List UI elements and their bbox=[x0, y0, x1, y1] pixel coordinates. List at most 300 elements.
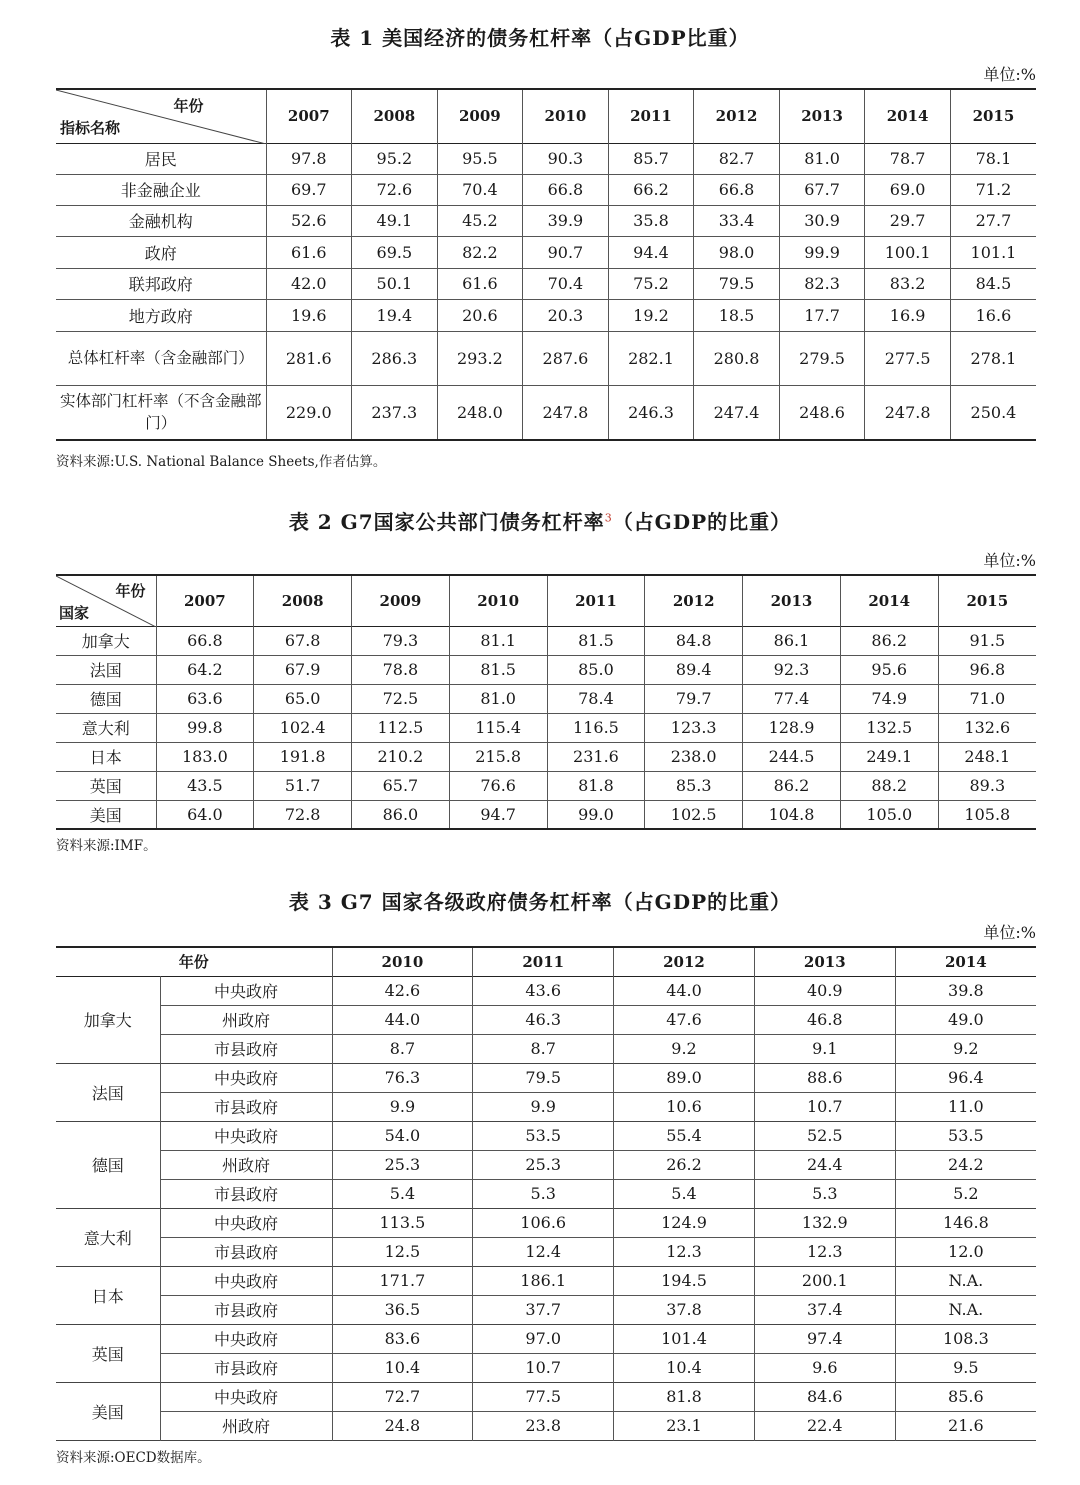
data-cell: 66.8 bbox=[523, 174, 609, 205]
data-cell: 83.6 bbox=[332, 1324, 473, 1353]
data-cell: 78.8 bbox=[352, 655, 450, 684]
country-label: 英国 bbox=[89, 777, 122, 796]
data-cell: 76.3 bbox=[332, 1063, 473, 1092]
data-cell: 96.4 bbox=[895, 1063, 1036, 1092]
data-cell: 82.3 bbox=[779, 268, 865, 299]
data-cell: 53.5 bbox=[895, 1121, 1036, 1150]
year-header: 2009 bbox=[352, 575, 450, 626]
table-row bbox=[56, 626, 1036, 655]
data-cell: 43.6 bbox=[473, 976, 614, 1005]
table3 bbox=[56, 946, 1036, 1441]
data-cell: 42.6 bbox=[332, 976, 473, 1005]
year-header: 2008 bbox=[254, 575, 352, 626]
data-cell: 23.8 bbox=[473, 1411, 614, 1440]
table-row bbox=[56, 800, 1036, 829]
data-cell: 72.6 bbox=[352, 174, 438, 205]
data-cell: 5.4 bbox=[614, 1179, 755, 1208]
data-cell: 29.7 bbox=[865, 205, 951, 236]
data-cell: 95.6 bbox=[840, 655, 938, 684]
year-header: 2013 bbox=[743, 575, 841, 626]
row-label: 联邦政府 bbox=[128, 275, 193, 294]
data-cell: 24.2 bbox=[895, 1150, 1036, 1179]
table3-title: 表 3 G7 国家各级政府债务杠杆率（占GDP的比重） bbox=[288, 890, 792, 914]
government-level-label: 市县政府 bbox=[214, 1359, 279, 1378]
data-cell: 10.4 bbox=[614, 1353, 755, 1382]
data-cell: 11.0 bbox=[895, 1092, 1036, 1121]
data-cell: 52.6 bbox=[266, 205, 352, 236]
data-cell: 72.8 bbox=[254, 800, 352, 829]
table-row bbox=[56, 655, 1036, 684]
table-row bbox=[56, 684, 1036, 713]
data-cell: 215.8 bbox=[449, 742, 547, 771]
corner-country-label: 国家 bbox=[59, 603, 90, 622]
data-cell: 89.4 bbox=[645, 655, 743, 684]
data-cell: 278.1 bbox=[950, 331, 1036, 385]
data-cell: N.A. bbox=[895, 1266, 1036, 1295]
data-cell: N.A. bbox=[895, 1295, 1036, 1324]
data-cell: 277.5 bbox=[865, 331, 951, 385]
table-row bbox=[56, 976, 1036, 1005]
data-cell: 8.7 bbox=[332, 1034, 473, 1063]
year-header: 2013 bbox=[779, 89, 865, 143]
table-row bbox=[56, 299, 1036, 331]
data-cell: 9.5 bbox=[895, 1353, 1036, 1382]
data-cell: 35.8 bbox=[608, 205, 694, 236]
data-cell: 98.0 bbox=[694, 236, 780, 268]
data-cell: 33.4 bbox=[694, 205, 780, 236]
data-cell: 250.4 bbox=[950, 385, 1036, 440]
data-cell: 86.2 bbox=[840, 626, 938, 655]
government-level-label: 中央政府 bbox=[214, 1127, 279, 1146]
data-cell: 61.6 bbox=[437, 268, 523, 299]
data-cell: 281.6 bbox=[266, 331, 352, 385]
table-row bbox=[56, 236, 1036, 268]
data-cell: 85.3 bbox=[645, 771, 743, 800]
data-cell: 65.0 bbox=[254, 684, 352, 713]
data-cell: 69.7 bbox=[266, 174, 352, 205]
data-cell: 20.3 bbox=[523, 299, 609, 331]
data-cell: 231.6 bbox=[547, 742, 645, 771]
data-cell: 51.7 bbox=[254, 771, 352, 800]
government-level-label: 中央政府 bbox=[214, 1330, 279, 1349]
data-cell: 42.0 bbox=[266, 268, 352, 299]
data-cell: 16.6 bbox=[950, 299, 1036, 331]
data-cell: 12.3 bbox=[754, 1237, 895, 1266]
data-cell: 81.0 bbox=[449, 684, 547, 713]
data-cell: 91.5 bbox=[938, 626, 1036, 655]
data-cell: 132.6 bbox=[938, 713, 1036, 742]
data-cell: 88.6 bbox=[754, 1063, 895, 1092]
table-row bbox=[56, 331, 1036, 385]
year-header: 2014 bbox=[840, 575, 938, 626]
data-cell: 25.3 bbox=[473, 1150, 614, 1179]
year-header: 2007 bbox=[156, 575, 254, 626]
government-level-label: 中央政府 bbox=[214, 1388, 279, 1407]
data-cell: 248.6 bbox=[779, 385, 865, 440]
data-cell: 12.3 bbox=[614, 1237, 755, 1266]
year-header: 2009 bbox=[437, 89, 523, 143]
data-cell: 76.6 bbox=[449, 771, 547, 800]
data-cell: 22.4 bbox=[754, 1411, 895, 1440]
data-cell: 186.1 bbox=[473, 1266, 614, 1295]
data-cell: 82.7 bbox=[694, 143, 780, 174]
data-cell: 78.7 bbox=[865, 143, 951, 174]
table-row bbox=[56, 1179, 1036, 1208]
data-cell: 78.1 bbox=[950, 143, 1036, 174]
data-cell: 5.4 bbox=[332, 1179, 473, 1208]
data-cell: 24.4 bbox=[754, 1150, 895, 1179]
year-header: 2011 bbox=[608, 89, 694, 143]
table1-unit: 单位:% bbox=[983, 65, 1036, 84]
data-cell: 40.9 bbox=[754, 976, 895, 1005]
table-row bbox=[56, 1353, 1036, 1382]
country-label: 法国 bbox=[56, 1063, 160, 1121]
corner-year-label: 年份 bbox=[115, 582, 146, 600]
row-label: 地方政府 bbox=[128, 306, 193, 326]
data-cell: 97.4 bbox=[754, 1324, 895, 1353]
data-cell: 113.5 bbox=[332, 1208, 473, 1237]
government-level-label: 市县政府 bbox=[214, 1243, 279, 1262]
data-cell: 84.8 bbox=[645, 626, 743, 655]
data-cell: 54.0 bbox=[332, 1121, 473, 1150]
data-cell: 86.1 bbox=[743, 626, 841, 655]
data-cell: 9.1 bbox=[754, 1034, 895, 1063]
government-level-label: 市县政府 bbox=[214, 1098, 279, 1117]
data-cell: 248.0 bbox=[437, 385, 523, 440]
data-cell: 69.5 bbox=[352, 236, 438, 268]
year-header: 2010 bbox=[449, 575, 547, 626]
data-cell: 101.1 bbox=[950, 236, 1036, 268]
data-cell: 90.3 bbox=[523, 143, 609, 174]
data-cell: 81.5 bbox=[547, 626, 645, 655]
year-header: 2015 bbox=[938, 575, 1036, 626]
data-cell: 24.8 bbox=[332, 1411, 473, 1440]
data-cell: 105.0 bbox=[840, 800, 938, 829]
year-header: 2012 bbox=[614, 947, 755, 976]
year-header: 2011 bbox=[547, 575, 645, 626]
data-cell: 78.4 bbox=[547, 684, 645, 713]
data-cell: 247.8 bbox=[523, 385, 609, 440]
table-row bbox=[56, 1382, 1036, 1411]
data-cell: 79.7 bbox=[645, 684, 743, 713]
data-cell: 9.9 bbox=[332, 1092, 473, 1121]
footnote-marker: 3 bbox=[604, 511, 613, 525]
table2-title bbox=[0, 506, 1080, 535]
government-level-label: 中央政府 bbox=[214, 1214, 279, 1233]
data-cell: 21.6 bbox=[895, 1411, 1036, 1440]
data-cell: 70.4 bbox=[437, 174, 523, 205]
data-cell: 128.9 bbox=[743, 713, 841, 742]
country-label: 美国 bbox=[89, 805, 122, 825]
table2-title-tail: （占GDP的比重） bbox=[612, 510, 792, 534]
year-header: 2010 bbox=[523, 89, 609, 143]
data-cell: 18.5 bbox=[694, 299, 780, 331]
year-header: 2008 bbox=[352, 89, 438, 143]
data-cell: 66.2 bbox=[608, 174, 694, 205]
data-cell: 46.8 bbox=[754, 1005, 895, 1034]
country-label: 法国 bbox=[89, 661, 122, 680]
corner-year-label: 年份 bbox=[173, 97, 204, 115]
row-label: 政府 bbox=[144, 243, 177, 263]
table-row bbox=[56, 1324, 1036, 1353]
data-cell: 90.7 bbox=[523, 236, 609, 268]
data-cell: 108.3 bbox=[895, 1324, 1036, 1353]
data-cell: 71.0 bbox=[938, 684, 1036, 713]
table3-unit: 单位:% bbox=[983, 923, 1036, 942]
table2-unit: 单位:% bbox=[983, 551, 1036, 570]
data-cell: 81.1 bbox=[449, 626, 547, 655]
data-cell: 81.8 bbox=[547, 771, 645, 800]
data-cell: 249.1 bbox=[840, 742, 938, 771]
data-cell: 287.6 bbox=[523, 331, 609, 385]
data-cell: 124.9 bbox=[614, 1208, 755, 1237]
government-level-label: 市县政府 bbox=[214, 1301, 279, 1320]
data-cell: 92.3 bbox=[743, 655, 841, 684]
data-cell: 88.2 bbox=[840, 771, 938, 800]
data-cell: 37.4 bbox=[754, 1295, 895, 1324]
data-cell: 102.4 bbox=[254, 713, 352, 742]
table-row bbox=[56, 1208, 1036, 1237]
data-cell: 36.5 bbox=[332, 1295, 473, 1324]
data-cell: 96.8 bbox=[938, 655, 1036, 684]
data-cell: 95.2 bbox=[352, 143, 438, 174]
data-cell: 64.2 bbox=[156, 655, 254, 684]
data-cell: 44.0 bbox=[332, 1005, 473, 1034]
data-cell: 10.7 bbox=[473, 1353, 614, 1382]
year-header: 2013 bbox=[754, 947, 895, 976]
data-cell: 85.6 bbox=[895, 1382, 1036, 1411]
data-cell: 191.8 bbox=[254, 742, 352, 771]
data-cell: 77.4 bbox=[743, 684, 841, 713]
data-cell: 79.5 bbox=[694, 268, 780, 299]
year-header: 2014 bbox=[865, 89, 951, 143]
table-row bbox=[56, 742, 1036, 771]
data-cell: 49.1 bbox=[352, 205, 438, 236]
data-cell: 17.7 bbox=[779, 299, 865, 331]
country-label: 加拿大 bbox=[81, 632, 130, 651]
data-cell: 43.5 bbox=[156, 771, 254, 800]
data-cell: 85.0 bbox=[547, 655, 645, 684]
data-cell: 12.4 bbox=[473, 1237, 614, 1266]
table-row bbox=[56, 1295, 1036, 1324]
table-row bbox=[56, 205, 1036, 236]
data-cell: 66.8 bbox=[694, 174, 780, 205]
table2-source: 资料来源:IMF。 bbox=[56, 838, 157, 854]
data-cell: 146.8 bbox=[895, 1208, 1036, 1237]
data-cell: 286.3 bbox=[352, 331, 438, 385]
data-cell: 89.3 bbox=[938, 771, 1036, 800]
data-cell: 83.2 bbox=[865, 268, 951, 299]
data-cell: 39.8 bbox=[895, 976, 1036, 1005]
data-cell: 46.3 bbox=[473, 1005, 614, 1034]
data-cell: 27.7 bbox=[950, 205, 1036, 236]
data-cell: 9.2 bbox=[614, 1034, 755, 1063]
data-cell: 105.8 bbox=[938, 800, 1036, 829]
year-header: 2014 bbox=[895, 947, 1036, 976]
data-cell: 23.1 bbox=[614, 1411, 755, 1440]
data-cell: 44.0 bbox=[614, 976, 755, 1005]
data-cell: 248.1 bbox=[938, 742, 1036, 771]
data-cell: 19.4 bbox=[352, 299, 438, 331]
data-cell: 183.0 bbox=[156, 742, 254, 771]
data-cell: 5.2 bbox=[895, 1179, 1036, 1208]
table1 bbox=[56, 88, 1036, 441]
data-cell: 237.3 bbox=[352, 385, 438, 440]
data-cell: 9.6 bbox=[754, 1353, 895, 1382]
table-row bbox=[56, 713, 1036, 742]
data-cell: 293.2 bbox=[437, 331, 523, 385]
data-cell: 200.1 bbox=[754, 1266, 895, 1295]
year-header: 2015 bbox=[950, 89, 1036, 143]
data-cell: 246.3 bbox=[608, 385, 694, 440]
country-label: 德国 bbox=[89, 690, 122, 709]
data-cell: 84.6 bbox=[754, 1382, 895, 1411]
data-cell: 66.8 bbox=[156, 626, 254, 655]
government-level-label: 市县政府 bbox=[214, 1185, 279, 1204]
table1-corner-cell bbox=[56, 89, 266, 143]
data-cell: 61.6 bbox=[266, 236, 352, 268]
country-label: 意大利 bbox=[81, 719, 130, 738]
data-cell: 123.3 bbox=[645, 713, 743, 742]
data-cell: 106.6 bbox=[473, 1208, 614, 1237]
table-row bbox=[56, 1034, 1036, 1063]
data-cell: 238.0 bbox=[645, 742, 743, 771]
data-cell: 8.7 bbox=[473, 1034, 614, 1063]
data-cell: 65.7 bbox=[352, 771, 450, 800]
data-cell: 244.5 bbox=[743, 742, 841, 771]
data-cell: 81.5 bbox=[449, 655, 547, 684]
year-header: 2007 bbox=[266, 89, 352, 143]
data-cell: 94.7 bbox=[449, 800, 547, 829]
data-cell: 86.2 bbox=[743, 771, 841, 800]
data-cell: 9.2 bbox=[895, 1034, 1036, 1063]
year-header: 2012 bbox=[645, 575, 743, 626]
data-cell: 100.1 bbox=[865, 236, 951, 268]
data-cell: 79.5 bbox=[473, 1063, 614, 1092]
data-cell: 52.5 bbox=[754, 1121, 895, 1150]
data-cell: 67.7 bbox=[779, 174, 865, 205]
data-cell: 89.0 bbox=[614, 1063, 755, 1092]
data-cell: 19.2 bbox=[608, 299, 694, 331]
data-cell: 50.1 bbox=[352, 268, 438, 299]
government-level-label: 中央政府 bbox=[214, 1272, 279, 1291]
data-cell: 10.7 bbox=[754, 1092, 895, 1121]
country-label: 意大利 bbox=[56, 1208, 160, 1266]
data-cell: 84.5 bbox=[950, 268, 1036, 299]
data-cell: 9.9 bbox=[473, 1092, 614, 1121]
data-cell: 20.6 bbox=[437, 299, 523, 331]
data-cell: 97.0 bbox=[473, 1324, 614, 1353]
data-cell: 63.6 bbox=[156, 684, 254, 713]
data-cell: 49.0 bbox=[895, 1005, 1036, 1034]
data-cell: 16.9 bbox=[865, 299, 951, 331]
table2 bbox=[56, 574, 1036, 830]
data-cell: 86.0 bbox=[352, 800, 450, 829]
table-row bbox=[56, 1150, 1036, 1179]
table-row bbox=[56, 1092, 1036, 1121]
data-cell: 19.6 bbox=[266, 299, 352, 331]
country-label: 德国 bbox=[56, 1121, 160, 1208]
data-cell: 5.3 bbox=[473, 1179, 614, 1208]
table2-corner-cell bbox=[56, 575, 156, 626]
data-cell: 53.5 bbox=[473, 1121, 614, 1150]
data-cell: 99.9 bbox=[779, 236, 865, 268]
country-label: 加拿大 bbox=[56, 976, 160, 1063]
row-label: 非金融企业 bbox=[120, 181, 201, 200]
table-row bbox=[56, 143, 1036, 174]
table-row bbox=[56, 1121, 1036, 1150]
government-level-label: 州政府 bbox=[222, 1156, 271, 1175]
data-cell: 132.5 bbox=[840, 713, 938, 742]
table-row bbox=[56, 174, 1036, 205]
data-cell: 30.9 bbox=[779, 205, 865, 236]
table3-corner-cell: 年份 bbox=[178, 953, 209, 972]
country-label: 日本 bbox=[56, 1266, 160, 1324]
government-level-label: 州政府 bbox=[222, 1417, 271, 1436]
data-cell: 132.9 bbox=[754, 1208, 895, 1237]
table-row bbox=[56, 771, 1036, 800]
table-row bbox=[56, 268, 1036, 299]
data-cell: 85.7 bbox=[608, 143, 694, 174]
data-cell: 72.5 bbox=[352, 684, 450, 713]
government-level-label: 市县政府 bbox=[214, 1040, 279, 1059]
government-level-label: 中央政府 bbox=[214, 1069, 279, 1088]
data-cell: 194.5 bbox=[614, 1266, 755, 1295]
data-cell: 25.3 bbox=[332, 1150, 473, 1179]
data-cell: 95.5 bbox=[437, 143, 523, 174]
data-cell: 94.4 bbox=[608, 236, 694, 268]
data-cell: 77.5 bbox=[473, 1382, 614, 1411]
data-cell: 71.2 bbox=[950, 174, 1036, 205]
table-row bbox=[56, 1411, 1036, 1440]
data-cell: 247.8 bbox=[865, 385, 951, 440]
data-cell: 75.2 bbox=[608, 268, 694, 299]
year-header: 2011 bbox=[473, 947, 614, 976]
data-cell: 12.5 bbox=[332, 1237, 473, 1266]
data-cell: 12.0 bbox=[895, 1237, 1036, 1266]
table-row bbox=[56, 1237, 1036, 1266]
data-cell: 37.7 bbox=[473, 1295, 614, 1324]
data-cell: 102.5 bbox=[645, 800, 743, 829]
data-cell: 210.2 bbox=[352, 742, 450, 771]
data-cell: 10.4 bbox=[332, 1353, 473, 1382]
data-cell: 70.4 bbox=[523, 268, 609, 299]
data-cell: 81.8 bbox=[614, 1382, 755, 1411]
data-cell: 171.7 bbox=[332, 1266, 473, 1295]
table3-source: 资料来源:OECD数据库。 bbox=[56, 1450, 211, 1466]
table-row bbox=[56, 1063, 1036, 1092]
table1-source: 资料来源:U.S. National Balance Sheets,作者估算。 bbox=[56, 454, 387, 470]
data-cell: 101.4 bbox=[614, 1324, 755, 1353]
data-cell: 69.0 bbox=[865, 174, 951, 205]
data-cell: 64.0 bbox=[156, 800, 254, 829]
country-label: 美国 bbox=[56, 1382, 160, 1440]
row-label: 居民 bbox=[144, 150, 177, 169]
table1-title: 表 1 美国经济的债务杠杆率（占GDP比重） bbox=[330, 26, 750, 50]
corner-indicator-label: 指标名称 bbox=[60, 118, 121, 137]
data-cell: 282.1 bbox=[608, 331, 694, 385]
year-header: 2010 bbox=[332, 947, 473, 976]
table-row bbox=[56, 1005, 1036, 1034]
data-cell: 67.9 bbox=[254, 655, 352, 684]
data-cell: 74.9 bbox=[840, 684, 938, 713]
row-label: 实体部门杠杆率（不含金融部门） bbox=[60, 392, 262, 433]
data-cell: 39.9 bbox=[523, 205, 609, 236]
data-cell: 26.2 bbox=[614, 1150, 755, 1179]
table-row bbox=[56, 385, 1036, 440]
year-header: 2012 bbox=[694, 89, 780, 143]
data-cell: 55.4 bbox=[614, 1121, 755, 1150]
